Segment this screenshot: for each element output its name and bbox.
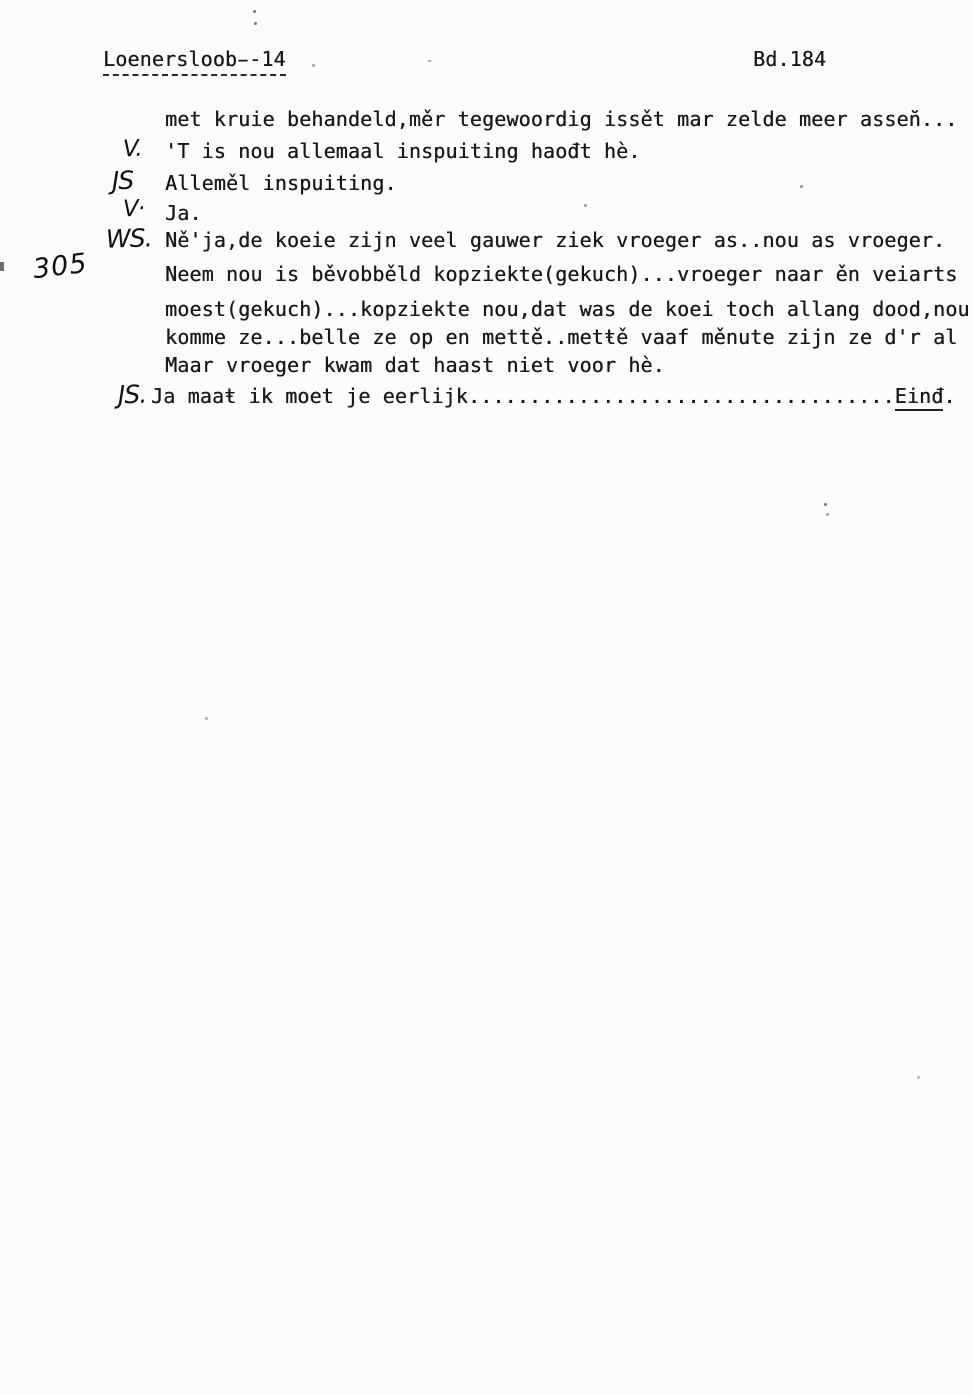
transcript-line: met kruie behandeld,měr tegewoordig issět mar zelde meer assen̆... bbox=[165, 107, 958, 131]
page-reference: Bd.184 bbox=[753, 47, 827, 71]
scan-speck bbox=[917, 1076, 920, 1079]
line-text: . bbox=[943, 384, 956, 408]
scan-speck bbox=[253, 10, 256, 13]
scan-speck bbox=[826, 513, 829, 516]
scan-edge-artifact bbox=[0, 262, 4, 271]
transcript-line: moest(gekuch)...kopziekte nou,dat was de koei toch allang dood,nou bbox=[165, 297, 970, 321]
transcript-line: Alleměl inspuiting. bbox=[165, 171, 397, 195]
transcript-line: Neem nou is běvobběld kopziekte(gekuch)...vroeger naar ěn veiarts bbox=[165, 262, 958, 286]
transcript-line: 'T is nou allemaal inspuiting haođt hè. bbox=[165, 139, 641, 163]
scan-speck bbox=[800, 185, 803, 188]
transcript-line: Maar vroeger kwam dat haast niet voor hè. bbox=[165, 353, 665, 377]
transcript-line: komme ze...belle ze op en mettě..metŧě vaaf měnute zijn ze d'r al bbox=[165, 325, 958, 349]
speaker-label-js: JS bbox=[111, 165, 134, 196]
speaker-label-v: V. bbox=[122, 135, 142, 163]
line-text: Ja maaŧ ik moet je eerlijk bbox=[151, 384, 468, 408]
scan-speck bbox=[254, 22, 257, 25]
speaker-label-v: V· bbox=[122, 195, 145, 223]
dotted-leader: ................................... bbox=[467, 384, 895, 408]
speaker-label-ws: WS. bbox=[105, 223, 153, 254]
end-marker: Einđ bbox=[895, 384, 944, 411]
speaker-label-js: JS. bbox=[117, 379, 147, 410]
scan-speck bbox=[824, 503, 827, 506]
scan-speck bbox=[205, 717, 208, 720]
transcript-line: Ja. bbox=[165, 201, 202, 225]
margin-line-number: 305 bbox=[31, 247, 90, 286]
document-title: Loenersloob̵-14 bbox=[103, 47, 286, 76]
scan-speck bbox=[428, 60, 431, 62]
transcript-line: Ně'ja,de koeie zijn veel gauwer ziek vroeger as..nou as vroeger. bbox=[165, 228, 946, 252]
transcript-line bbox=[151, 384, 956, 408]
scan-speck bbox=[584, 204, 587, 207]
scan-speck bbox=[312, 64, 315, 67]
